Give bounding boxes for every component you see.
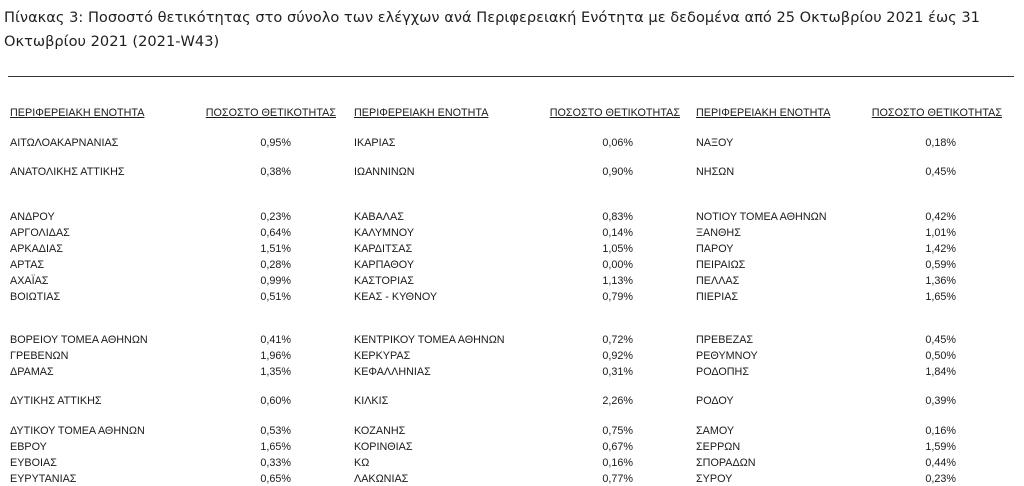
region-name: ΡΕΘΥΜΝΟΥ — [696, 350, 758, 362]
region-name: ΙΚΑΡΙΑΣ — [354, 137, 396, 149]
region-name: ΞΑΝΘΗΣ — [696, 227, 741, 239]
column-header-rate: ΠΟΣΟΣΤΟ ΘΕΤΙΚΟΤΗΤΑΣ — [549, 107, 680, 119]
positivity-rate: 0,28% — [260, 259, 291, 271]
positivity-rate: 0,23% — [260, 211, 291, 223]
positivity-rate: 0,53% — [260, 425, 291, 437]
positivity-rate: 1,59% — [925, 441, 956, 453]
region-name: ΑΡΚΑΔΙΑΣ — [10, 243, 63, 255]
positivity-rate: 0,31% — [602, 366, 633, 378]
region-name: ΒΟΡΕΙΟΥ ΤΟΜΕΑ ΑΘΗΝΩΝ — [10, 334, 148, 346]
table-title: Πίνακας 3: Ποσοστό θετικότητας στο σύνολο των ελέγχων ανά Περιφερειακή Ενότητα με δεδομένα από 25 Οκτωβρίου 2021 έως 31 Οκτωβρίου 2021 (2021-W43) — [4, 9, 980, 50]
positivity-rate: 0,38% — [260, 166, 291, 178]
title-divider — [8, 76, 1014, 77]
region-name: ΑΝΔΡΟΥ — [10, 211, 55, 223]
region-name: ΝΗΣΩΝ — [696, 166, 735, 178]
positivity-rate: 1,51% — [260, 243, 291, 255]
column-header-region: ΠΕΡΙΦΕΡΕΙΑΚΗ ΕΝΟΤΗΤΑ — [10, 107, 145, 119]
positivity-rate: 0,51% — [260, 291, 291, 303]
column-header-region: ΠΕΡΙΦΕΡΕΙΑΚΗ ΕΝΟΤΗΤΑ — [354, 107, 489, 119]
positivity-rate: 0,16% — [602, 457, 633, 469]
region-name: ΡΟΔΟΥ — [696, 395, 734, 407]
positivity-rate: 0,39% — [925, 395, 956, 407]
region-name: ΛΑΚΩΝΙΑΣ — [354, 473, 409, 485]
column-header-rate: ΠΟΣΟΣΤΟ ΘΕΤΙΚΟΤΗΤΑΣ — [205, 107, 336, 119]
region-name: ΠΕΛΛΑΣ — [696, 275, 740, 287]
region-name: ΓΡΕΒΕΝΩΝ — [10, 350, 69, 362]
region-name: ΚΕΦΑΛΛΗΝΙΑΣ — [354, 366, 431, 378]
region-name: ΝΟΤΙΟΥ ΤΟΜΕΑ ΑΘΗΝΩΝ — [696, 211, 827, 223]
region-name: ΚΑΒΑΛΑΣ — [354, 211, 404, 223]
positivity-rate: 0,95% — [260, 137, 291, 149]
region-name: ΚΑΣΤΟΡΙΑΣ — [354, 275, 414, 287]
positivity-rate: 0,45% — [925, 166, 956, 178]
positivity-rate: 0,99% — [260, 275, 291, 287]
region-name: ΑΝΑΤΟΛΙΚΗΣ ΑΤΤΙΚΗΣ — [10, 166, 125, 178]
positivity-rate: 0,79% — [602, 291, 633, 303]
region-name: ΠΕΙΡΑΙΩΣ — [696, 259, 746, 271]
region-name: ΕΥΡΥΤΑΝΙΑΣ — [10, 473, 77, 485]
positivity-rate: 0,67% — [602, 441, 633, 453]
region-name: ΔΥΤΙΚΗΣ ΑΤΤΙΚΗΣ — [10, 395, 102, 407]
region-name: ΕΥΒΟΙΑΣ — [10, 457, 57, 469]
region-name: ΚΑΛΥΜΝΟΥ — [354, 227, 415, 239]
region-name: ΑΧΑΪΑΣ — [10, 275, 49, 287]
region-name: ΠΡΕΒΕΖΑΣ — [696, 334, 754, 346]
region-name: ΠΑΡΟΥ — [696, 243, 734, 255]
positivity-rate: 0,14% — [602, 227, 633, 239]
region-name: ΚΟΖΑΝΗΣ — [354, 425, 406, 437]
column-header-rate: ΠΟΣΟΣΤΟ ΘΕΤΙΚΟΤΗΤΑΣ — [871, 107, 1002, 119]
column-header-region: ΠΕΡΙΦΕΡΕΙΑΚΗ ΕΝΟΤΗΤΑ — [696, 107, 831, 119]
positivity-rate: 1,13% — [602, 275, 633, 287]
positivity-rate: 0,23% — [925, 473, 956, 485]
positivity-rate: 1,96% — [260, 350, 291, 362]
positivity-rate: 0,41% — [260, 334, 291, 346]
positivity-rate: 1,42% — [925, 243, 956, 255]
region-name: ΚΟΡΙΝΘΙΑΣ — [354, 441, 413, 453]
region-name: ΔΡΑΜΑΣ — [10, 366, 54, 378]
positivity-rate: 0,42% — [925, 211, 956, 223]
positivity-rate: 0,75% — [602, 425, 633, 437]
positivity-rate: 2,26% — [602, 395, 633, 407]
positivity-rate: 1,35% — [260, 366, 291, 378]
positivity-rate: 0,50% — [925, 350, 956, 362]
region-name: ΣΑΜΟΥ — [696, 425, 735, 437]
positivity-rate: 1,84% — [925, 366, 956, 378]
positivity-rate: 0,92% — [602, 350, 633, 362]
positivity-rate: 0,44% — [925, 457, 956, 469]
region-name: ΚΙΛΚΙΣ — [354, 395, 389, 407]
positivity-rate: 0,65% — [260, 473, 291, 485]
positivity-rate: 0,45% — [925, 334, 956, 346]
positivity-rate: 0,90% — [602, 166, 633, 178]
region-name: ΒΟΙΩΤΙΑΣ — [10, 291, 61, 303]
region-name: ΣΥΡΟΥ — [696, 473, 733, 485]
positivity-rate: 0,16% — [925, 425, 956, 437]
positivity-rate: 0,64% — [260, 227, 291, 239]
positivity-rate: 1,65% — [925, 291, 956, 303]
positivity-rate: 0,00% — [602, 259, 633, 271]
region-name: ΚΕΡΚΥΡΑΣ — [354, 350, 411, 362]
region-name: ΡΟΔΟΠΗΣ — [696, 366, 750, 378]
region-name: ΚΕΝΤΡΙΚΟΥ ΤΟΜΕΑ ΑΘΗΝΩΝ — [354, 334, 505, 346]
positivity-rate: 0,33% — [260, 457, 291, 469]
region-name: ΚΕΑΣ - ΚΥΘΝΟΥ — [354, 291, 438, 303]
region-name: ΚΑΡΠΑΘΟΥ — [354, 259, 415, 271]
region-name: ΣΕΡΡΩΝ — [696, 441, 741, 453]
region-name: ΑΡΤΑΣ — [10, 259, 45, 271]
region-name: ΣΠΟΡΑΔΩΝ — [696, 457, 756, 469]
positivity-rate: 0,18% — [925, 137, 956, 149]
positivity-rate: 0,83% — [602, 211, 633, 223]
region-name: ΔΥΤΙΚΟΥ ΤΟΜΕΑ ΑΘΗΝΩΝ — [10, 425, 145, 437]
positivity-rate: 0,06% — [602, 137, 633, 149]
positivity-rate: 1,01% — [925, 227, 956, 239]
region-name: ΠΙΕΡΙΑΣ — [696, 291, 739, 303]
region-name: ΙΩΑΝΝΙΝΩΝ — [354, 166, 415, 178]
positivity-rate: 1,36% — [925, 275, 956, 287]
positivity-rate: 1,05% — [602, 243, 633, 255]
positivity-rate: 0,72% — [602, 334, 633, 346]
positivity-rate: 1,65% — [260, 441, 291, 453]
region-name: ΝΑΞΟΥ — [696, 137, 734, 149]
positivity-rate: 0,77% — [602, 473, 633, 485]
region-name: ΑΙΤΩΛΟΑΚΑΡΝΑΝΙΑΣ — [10, 137, 119, 149]
positivity-rate: 0,59% — [925, 259, 956, 271]
region-name: ΚΩ — [354, 457, 370, 469]
region-name: ΑΡΓΟΛΙΔΑΣ — [10, 227, 70, 239]
region-name: ΚΑΡΔΙΤΣΑΣ — [354, 243, 413, 255]
positivity-rate: 0,60% — [260, 395, 291, 407]
region-name: ΕΒΡΟΥ — [10, 441, 47, 453]
